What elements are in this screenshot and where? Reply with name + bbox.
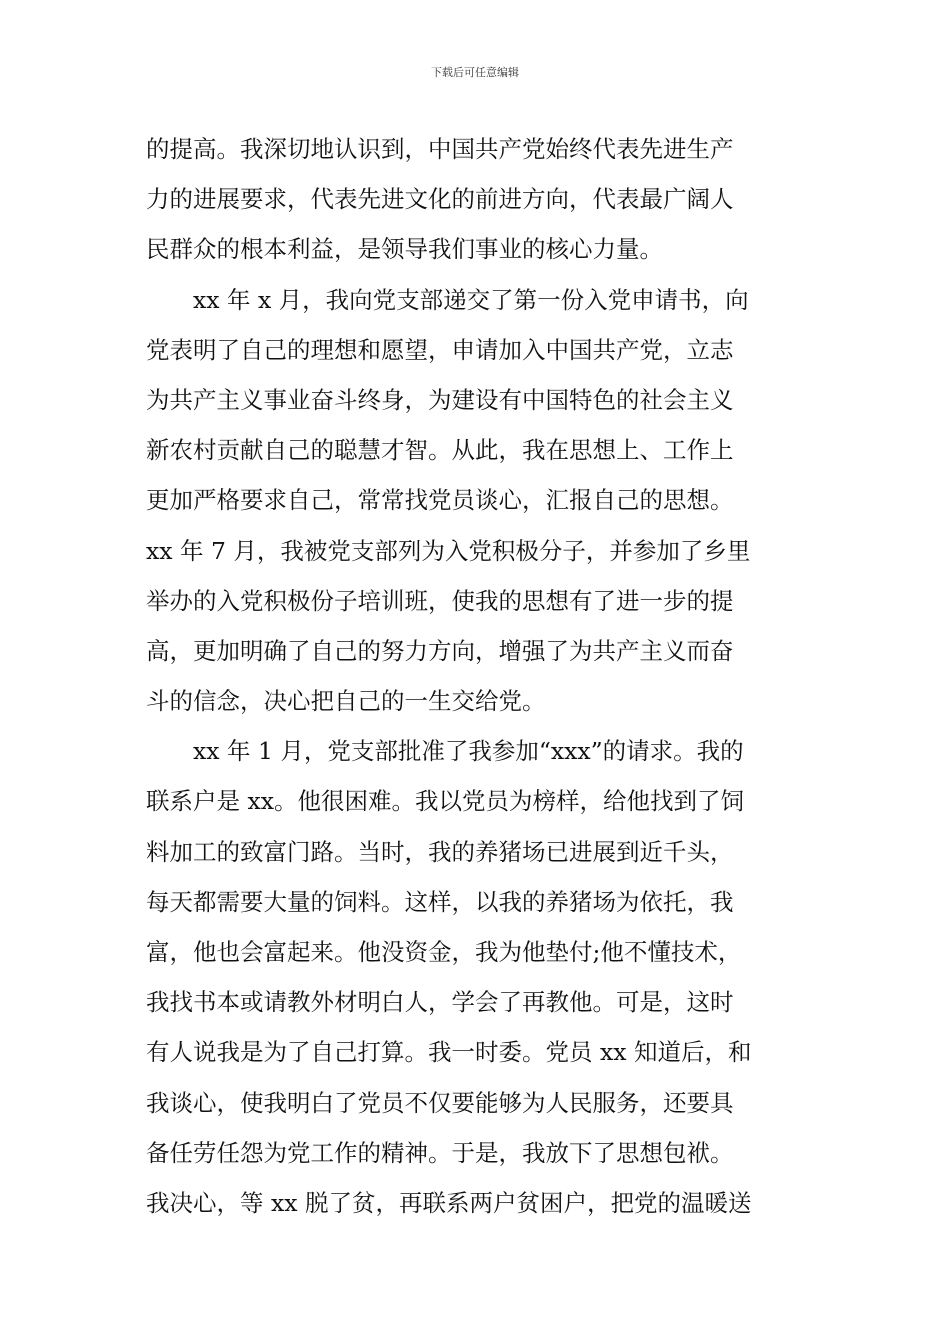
text-line: 民群众的根本利益，是领导我们事业的核心力量。 — [146, 235, 663, 264]
text-line: 力的进展要求，代表先进文化的前进方向，代表最广阔人 — [146, 185, 734, 214]
page-header: 下载后可任意编辑 — [431, 66, 519, 79]
text-line: 党表明了自己的理想和愿望，申请加入中国共产党，立志 — [146, 335, 734, 364]
text-line: 我决心，等 xx 脱了贫，再联系两户贫困户，把党的温暖送 — [146, 1188, 752, 1217]
text-line: 高，更加明确了自己的努力方向，增强了为共产主义而奋 — [146, 636, 734, 665]
text-line: 料加工的致富门路。当时，我的养猪场已进展到近千头， — [146, 837, 734, 866]
text-line: 新农村贡献自己的聪慧才智。从此，我在思想上、工作上 — [146, 436, 734, 465]
text-line: 有人说我是为了自己打算。我一时委。党员 xx 知道后，和 — [146, 1038, 752, 1067]
text-line: 我谈心，使我明白了党员不仅要能够为人民服务，还要具 — [146, 1088, 734, 1117]
text-line: 更加严格要求自己，常常找党员谈心，汇报自己的思想。 — [146, 486, 734, 515]
text-line: 为共产主义事业奋斗终身，为建设有中国特色的社会主义 — [146, 385, 734, 414]
text-line: 富，他也会富起来。他没资金，我为他垫付;他不懂技术， — [146, 938, 742, 966]
text-line: 每天都需要大量的饲料。这样，以我的养猪场为依托，我 — [146, 887, 734, 916]
text-line: xx 年 7 月，我被党支部列为入党积极分子，并参加了乡里 — [146, 536, 751, 565]
text-line: xx 年 1 月，党支部批准了我参加“xxx”的请求。我的 — [146, 737, 744, 766]
text-line: xx 年 x 月，我向党支部递交了第一份入党申请书，向 — [146, 285, 749, 314]
text-line: 联系户是 xx。他很困难。我以党员为榜样，给他找到了饲 — [146, 787, 744, 816]
text-line: 的提高。我深切地认识到，中国共产党始终代表先进生产 — [146, 135, 734, 163]
text-line: 斗的信念，决心把自己的一生交给党。 — [146, 687, 546, 716]
document-body — [146, 124, 826, 1228]
text-line: 备任劳任怨为党工作的精神。于是，我放下了思想包袱。 — [146, 1138, 734, 1167]
text-line: 举办的入党积极份子培训班，使我的思想有了进一步的提 — [146, 586, 734, 615]
text-line: 我找书本或请教外材明白人，学会了再教他。可是，这时 — [146, 988, 734, 1017]
